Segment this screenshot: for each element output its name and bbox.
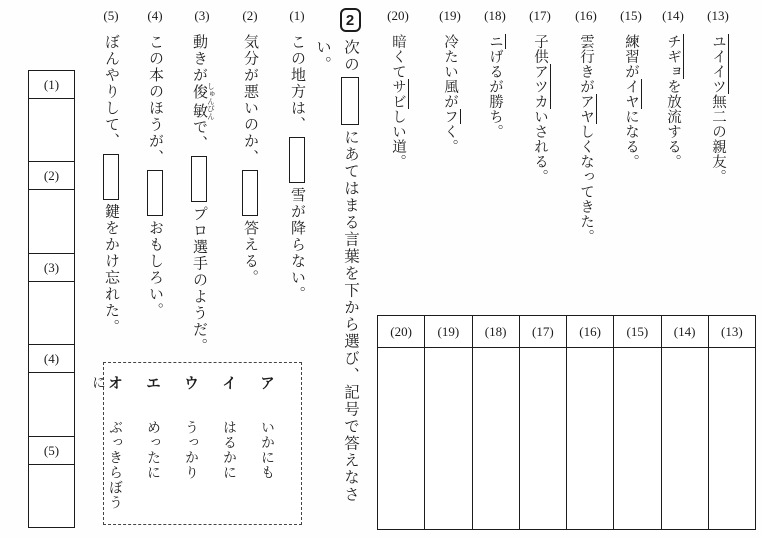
item-text bbox=[574, 34, 598, 290]
answer-table-column bbox=[520, 316, 567, 529]
text-run: しくなってきた。 bbox=[578, 124, 594, 244]
section-2-column bbox=[314, 8, 364, 521]
item-text bbox=[528, 34, 552, 290]
option-word: ぶっきらぼうに bbox=[90, 375, 122, 510]
section-2-header bbox=[336, 8, 364, 32]
text-run: プロ選手のようだ。 bbox=[191, 205, 207, 355]
answer-table-header-cell: (19) bbox=[425, 316, 471, 348]
item-text bbox=[386, 34, 410, 290]
answer-table-input-cell[interactable] bbox=[425, 348, 471, 529]
option-item bbox=[258, 375, 275, 518]
answer-table-input-cell[interactable] bbox=[378, 348, 424, 529]
answer-grid-input-cell[interactable] bbox=[29, 99, 74, 162]
option-letter: エ bbox=[144, 375, 161, 390]
text-run: で、 bbox=[191, 118, 207, 152]
option-item bbox=[220, 375, 237, 518]
item-column-14 bbox=[661, 8, 685, 290]
option-item bbox=[182, 375, 199, 518]
answer-grid-label: (2) bbox=[29, 162, 74, 190]
text-run: この地方は、 bbox=[289, 34, 305, 133]
item-text bbox=[706, 34, 730, 290]
answer-table-header-cell: (13) bbox=[709, 316, 755, 348]
text-run: 気分が悪いのか、 bbox=[242, 34, 258, 166]
answer-table-header-cell: (20) bbox=[378, 316, 424, 348]
text-run: 雲行きが bbox=[578, 34, 594, 94]
option-letter: ウ bbox=[182, 375, 199, 390]
answer-table-input-cell[interactable] bbox=[567, 348, 613, 529]
item-column-15 bbox=[619, 8, 643, 290]
answer-table-header-cell: (18) bbox=[473, 316, 519, 348]
text-run: 冷たい風が bbox=[442, 34, 458, 109]
item-number: (20) bbox=[387, 8, 409, 23]
answer-table-header-cell: (16) bbox=[567, 316, 613, 348]
answer-table-column bbox=[614, 316, 661, 529]
answer-grid-input-cell[interactable] bbox=[29, 190, 74, 253]
answer-grid-section2 bbox=[28, 70, 75, 528]
option-letter: イ bbox=[220, 375, 237, 390]
blank-box[interactable] bbox=[242, 170, 258, 216]
emphasized-text: チギョ bbox=[665, 34, 684, 79]
section-number-badge: 2 bbox=[340, 8, 361, 32]
item-column-16 bbox=[574, 8, 598, 290]
blank-box[interactable] bbox=[147, 170, 163, 216]
item-number: (16) bbox=[575, 8, 597, 23]
option-word: めったに bbox=[145, 420, 160, 480]
answer-table-column bbox=[425, 316, 472, 529]
answer-table-column bbox=[567, 316, 614, 529]
question-number: (3) bbox=[194, 8, 210, 23]
option-letter: ア bbox=[258, 375, 275, 390]
text-run: この本のほうが、 bbox=[147, 34, 163, 166]
item-number: (13) bbox=[707, 8, 729, 23]
answer-table-column bbox=[378, 316, 425, 529]
text-run: 雪が降らない。 bbox=[289, 187, 305, 303]
answer-table-column bbox=[473, 316, 520, 529]
item-number: (14) bbox=[662, 8, 684, 23]
answer-table-input-cell[interactable] bbox=[520, 348, 566, 529]
text-run: 鍵をかけ忘れた。 bbox=[103, 203, 119, 336]
option-word: はるかに bbox=[221, 420, 236, 480]
word-options-list bbox=[90, 363, 301, 524]
item-number: (19) bbox=[439, 8, 461, 23]
question-number: (5) bbox=[103, 8, 119, 23]
blank-box[interactable] bbox=[103, 154, 119, 200]
ruby-text: 俊敏 しゅんびん bbox=[191, 82, 216, 120]
item-column-13 bbox=[706, 8, 730, 290]
answer-grid-label: (3) bbox=[29, 254, 74, 282]
option-item bbox=[144, 375, 161, 518]
answer-table-input-cell[interactable] bbox=[473, 348, 519, 529]
answer-table-column bbox=[709, 316, 755, 529]
text-run: 暗くて bbox=[390, 34, 406, 79]
word-options-box bbox=[90, 362, 302, 525]
text-run: を放流する。 bbox=[665, 79, 681, 169]
emphasized-text: アヤ bbox=[578, 94, 597, 124]
option-item bbox=[89, 375, 123, 518]
emphasized-text: ユイイツ bbox=[710, 34, 729, 94]
text-run: ぼんやりして、 bbox=[103, 34, 119, 150]
answer-table-header-cell: (17) bbox=[520, 316, 566, 348]
item-number: (18) bbox=[484, 8, 506, 23]
answer-table-input-cell[interactable] bbox=[614, 348, 660, 529]
answer-table-header-cell: (15) bbox=[614, 316, 660, 348]
furigana: しゅんびん bbox=[206, 82, 216, 120]
text-run: にあてはまる言葉を下から選び、記号で答えなさい。 bbox=[314, 39, 359, 503]
text-run: しい道。 bbox=[390, 109, 406, 169]
answer-table-column bbox=[662, 316, 709, 529]
answer-grid-label: (4) bbox=[29, 345, 74, 373]
emphasized-text: サビ bbox=[390, 79, 409, 109]
blank-box[interactable] bbox=[341, 77, 359, 125]
item-number: (17) bbox=[529, 8, 551, 23]
text-run: 練習が bbox=[623, 34, 639, 79]
question-number: (4) bbox=[147, 8, 163, 23]
answer-grid-label: (5) bbox=[29, 437, 74, 465]
text-run: 答える。 bbox=[242, 220, 258, 286]
item-number: (15) bbox=[620, 8, 642, 23]
answer-grid-input-cell[interactable] bbox=[29, 373, 74, 436]
emphasized-text: ニ bbox=[487, 34, 506, 49]
answer-table-header-cell: (14) bbox=[662, 316, 708, 348]
question-number: (2) bbox=[242, 8, 258, 23]
item-text bbox=[483, 34, 507, 290]
item-column-17 bbox=[528, 8, 552, 290]
text-run: 動きが bbox=[191, 34, 207, 84]
item-column-20 bbox=[386, 8, 410, 290]
item-column-18 bbox=[483, 8, 507, 290]
text-run: いされる。 bbox=[532, 109, 548, 184]
answer-grid-input-cell[interactable] bbox=[29, 465, 74, 527]
question-number: (1) bbox=[289, 8, 305, 23]
answer-grid-input-cell[interactable] bbox=[29, 282, 74, 345]
text-run: く。 bbox=[442, 124, 458, 154]
answer-grid-13-20 bbox=[377, 315, 756, 530]
emphasized-text: イヤ bbox=[623, 79, 642, 109]
item-text bbox=[438, 34, 462, 290]
blank-box[interactable] bbox=[289, 137, 305, 183]
item-text bbox=[619, 34, 643, 290]
option-letter: オ bbox=[106, 375, 123, 390]
item-text bbox=[661, 34, 685, 290]
option-word: いかにも bbox=[259, 420, 274, 480]
text-run: 無二の親友。 bbox=[710, 94, 726, 184]
option-word: うっかり bbox=[183, 420, 198, 480]
text-run: 次の bbox=[342, 39, 359, 73]
section-instruction bbox=[314, 39, 364, 521]
text-run: になる。 bbox=[623, 109, 639, 169]
text-run: げるが勝ち。 bbox=[487, 49, 503, 139]
text-run: おもしろい。 bbox=[147, 220, 163, 319]
answer-table-input-cell[interactable] bbox=[662, 348, 708, 529]
text-run: 子供 bbox=[532, 34, 548, 64]
item-column-19 bbox=[438, 8, 462, 290]
answer-table-input-cell[interactable] bbox=[709, 348, 755, 529]
emphasized-text: フ bbox=[442, 109, 461, 124]
blank-box[interactable] bbox=[191, 156, 207, 202]
answer-grid-label: (1) bbox=[29, 71, 74, 99]
emphasized-text: アツカ bbox=[532, 64, 551, 109]
